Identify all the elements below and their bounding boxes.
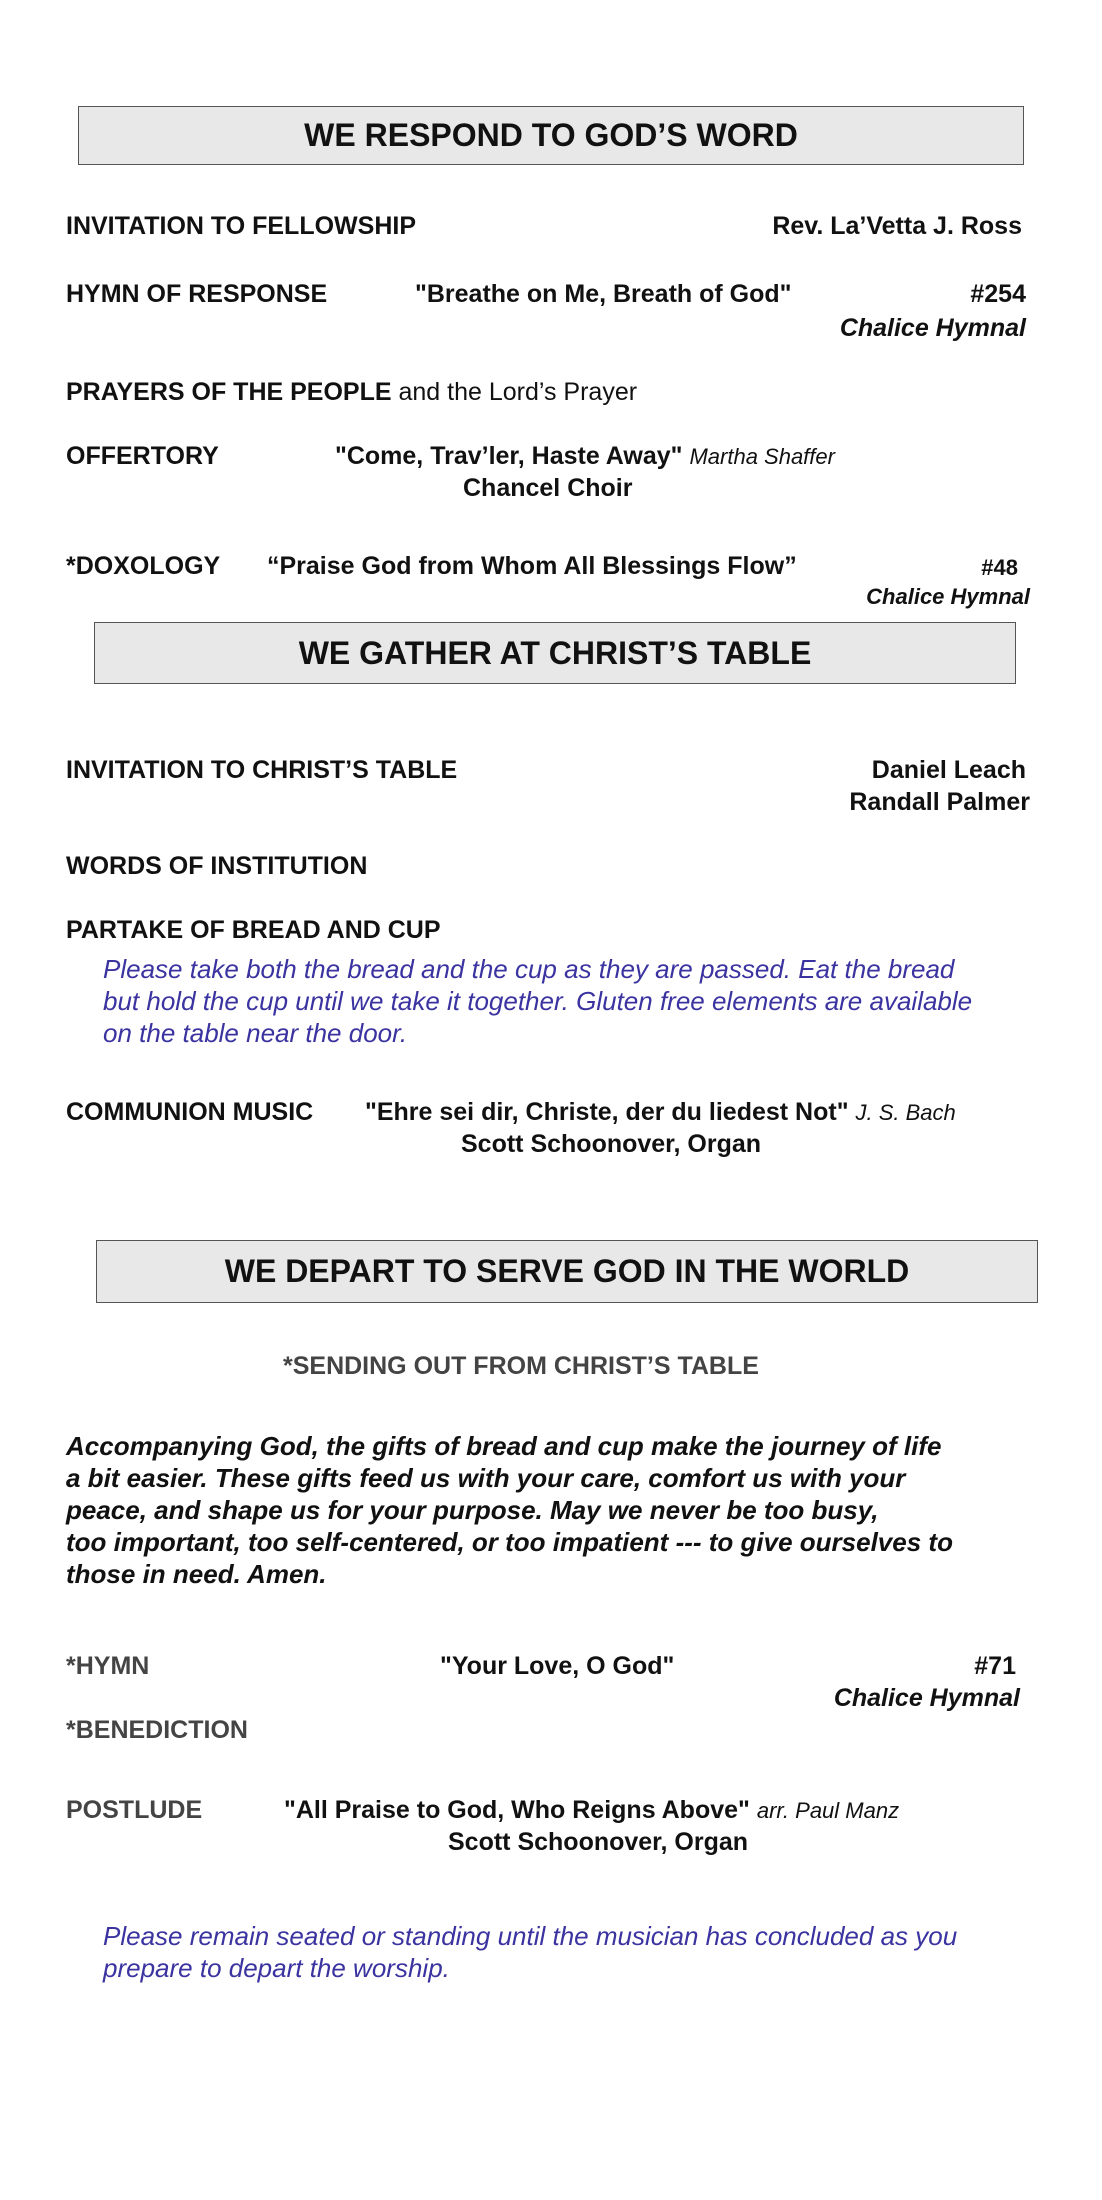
section-header-table: WE GATHER AT CHRIST’S TABLE	[94, 622, 1016, 684]
hymn-number: #71	[974, 1652, 1016, 1680]
postlude-arranger: arr. Paul Manz	[756, 1798, 900, 1823]
closing-note	[103, 1920, 957, 1984]
hymn-label: *HYMN	[66, 1652, 150, 1680]
offertory-label: OFFERTORY	[66, 442, 219, 470]
postlude-label: POSTLUDE	[66, 1796, 203, 1824]
communion-music-label: COMMUNION MUSIC	[66, 1098, 314, 1126]
sending-prayer	[66, 1430, 953, 1590]
words-of-institution: WORDS OF INSTITUTION	[66, 852, 368, 880]
communion-music-composer: J. S. Bach	[855, 1100, 956, 1125]
postlude-line	[284, 1796, 899, 1825]
invitation-table-person-2: Randall Palmer	[849, 788, 1030, 816]
offertory-line	[335, 442, 835, 471]
closing-line-1: Please remain seated or standing until the musician has concluded as you	[103, 1921, 958, 1951]
communion-music-line	[365, 1098, 956, 1127]
partake-line-3: on the table near the door.	[103, 1018, 408, 1048]
closing-line-2: prepare to depart the worship.	[103, 1953, 450, 1983]
hymn-of-response-title: "Breathe on Me, Breath of God"	[415, 280, 792, 308]
offertory-title: "Come, Trav’ler, Haste Away"	[335, 442, 683, 470]
communion-music-performer: Scott Schoonover, Organ	[461, 1130, 762, 1158]
communion-music-title: "Ehre sei dir, Christe, der du liedest Not"	[365, 1098, 849, 1126]
hymn-title: "Your Love, O God"	[440, 1652, 675, 1680]
hymn-source: Chalice Hymnal	[833, 1684, 1020, 1712]
prayer-line-5: those in need. Amen.	[66, 1559, 327, 1589]
prayers-suffix: and the Lord’s Prayer	[391, 378, 638, 406]
postlude-performer: Scott Schoonover, Organ	[448, 1828, 749, 1856]
partake-label: PARTAKE OF BREAD AND CUP	[66, 916, 441, 944]
hymn-of-response-number: #254	[970, 280, 1026, 308]
benediction-label: *BENEDICTION	[66, 1716, 248, 1744]
prayer-line-3: peace, and shape us for your purpose. May we never be too busy,	[66, 1495, 879, 1525]
prayers-of-the-people	[66, 378, 637, 407]
doxology-number: #48	[981, 555, 1018, 580]
partake-line-1: Please take both the bread and the cup as they are passed. Eat the bread	[103, 954, 955, 984]
postlude-title: "All Praise to God, Who Reigns Above"	[284, 1796, 750, 1824]
doxology-label: *DOXOLOGY	[66, 552, 221, 580]
partake-line-2: but hold the cup until we take it together. Gluten free elements are available	[103, 986, 973, 1016]
prayer-line-4: too important, too self-centered, or too impatient --- to give ourselves to	[66, 1527, 953, 1557]
doxology-source: Chalice Hymnal	[866, 584, 1030, 609]
invitation-fellowship-label: INVITATION TO FELLOWSHIP	[66, 212, 416, 240]
section-header-depart: WE DEPART TO SERVE GOD IN THE WORLD	[96, 1240, 1038, 1303]
offertory-performer: Chancel Choir	[463, 474, 633, 502]
invitation-fellowship-leader: Rev. La’Vetta J. Ross	[772, 212, 1022, 240]
partake-instructions	[103, 953, 972, 1049]
prayer-line-1: Accompanying God, the gifts of bread and cup make the journey of life	[66, 1431, 942, 1461]
prayers-label: PRAYERS OF THE PEOPLE	[66, 378, 392, 406]
hymn-of-response-label: HYMN OF RESPONSE	[66, 280, 328, 308]
hymn-of-response-source: Chalice Hymnal	[839, 314, 1026, 342]
prayer-line-2: a bit easier. These gifts feed us with your care, comfort us with your	[66, 1463, 906, 1493]
doxology-title: “Praise God from Whom All Blessings Flow”	[267, 552, 797, 580]
offertory-composer: Martha Shaffer	[689, 444, 835, 469]
sending-out-heading: *SENDING OUT FROM CHRIST’S TABLE	[283, 1352, 759, 1380]
section-header-respond: WE RESPOND TO GOD’S WORD	[78, 106, 1024, 165]
invitation-table-person-1: Daniel Leach	[871, 756, 1026, 784]
invitation-table-label: INVITATION TO CHRIST’S TABLE	[66, 756, 458, 784]
